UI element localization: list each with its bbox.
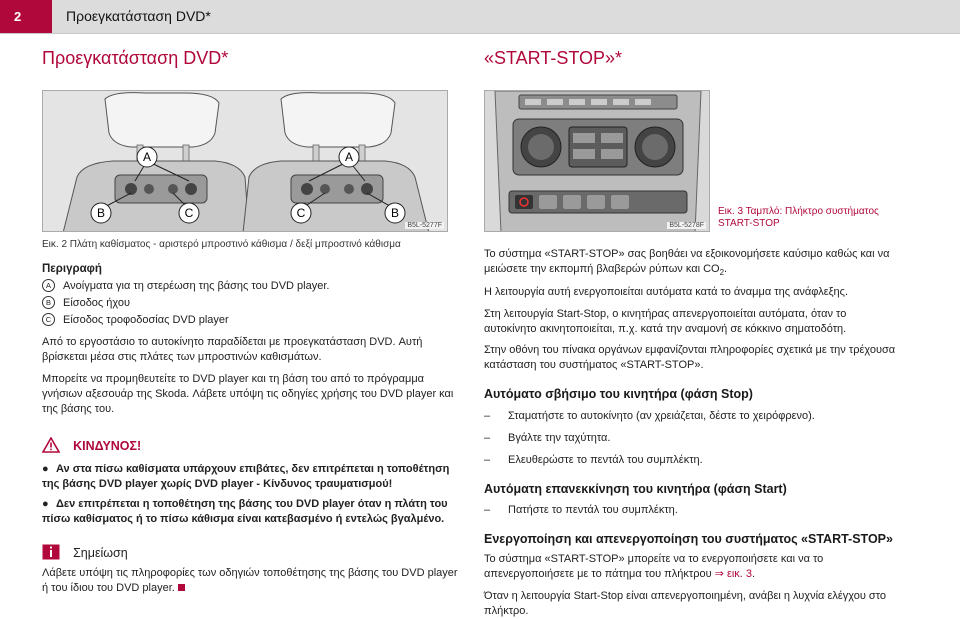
figure-caption: Εικ. 2 Πλάτη καθίσματος - αριστερό μπροστινό κάθισμα / δεξί μπροστινό κάθισμα [42,239,401,250]
toggle-instructions-line-2: απενεργοποιήσετε με το πάτημα του πλήκτρου [484,568,712,580]
note-header [42,544,128,562]
legend-item-c [42,313,229,328]
figure-label-a-right: A [344,150,354,164]
startstop-intro-period: . [724,263,728,275]
paragraph-accessories-line-3: της βάσης του. [42,403,115,415]
stop-step-3: – Ελευθερώστε το πεντάλ του συμπλέκτη. [484,454,703,466]
paragraph-accessories [42,372,462,417]
stop-step-2: – Βγάλτε την ταχύτητα. [484,432,611,444]
paragraph-preinstall-line-2: βρίσκεται μέσα στις πλάτες των μπροστινών καθισμάτων. [42,351,322,363]
end-of-section-marker [178,584,185,591]
paragraph-preinstall-line-1: Από το εργοστάσιο το αυτοκίνητο παραδίδεται με προεγκατάσταση DVD. Αυτή [42,336,423,348]
toggle-instructions-line-1: Το σύστημα «START-STOP» μπορείτε να το ενεργοποιήσετε και να το [484,553,824,565]
stop-step-1-text: Σταματήστε το αυτοκίνητο (αν χρειάζεται, δέστε το χειρόφρενο). [508,410,815,422]
stop-step-3-text: Ελευθερώστε το πεντάλ του συμπλέκτη. [508,454,703,466]
seat-backrest-illustration [43,91,448,232]
legend-text-a: Ανοίγματα για τη στερέωση της βάσης του DVD player. [63,280,330,292]
right-section-heading: «START-STOP»* [484,48,623,68]
startstop-description-line-2: αυτοκίνητο ακινητοποιείται, π.χ. κατά την αναμονή σε κόκκινο σηματοδότη. [484,323,847,335]
running-title: Προεγκατάσταση DVD* [66,8,211,24]
description-title: Περιγραφή [42,263,102,275]
toggle-indicator-line-2: πλήκτρο. [484,605,529,617]
legend-key-c: C [42,313,55,326]
left-section-heading: Προεγκατάσταση DVD* [42,48,229,68]
warning-item-2-line-2: πίσω καθίσματος ή το πίσω κάθισμα είναι κατεβασμένο ή εντελώς βγαλμένο. [42,513,445,525]
startstop-intro-line-1: Το σύστημα «START-STOP» σας βοηθάει να εξοικονομήσετε καύσιμο καθώς και να [484,248,890,260]
page-number: 2 [0,0,52,33]
startstop-description [484,307,944,337]
paragraph-accessories-line-1: Μπορείτε να προμηθευτείτε το DVD player και τη βάση του από το πρόγραμμα [42,373,425,385]
warning-item-2-line-1: Δεν επιτρέπεται η τοποθέτηση της βάσης του DVD player όταν η πλάτη του [56,498,448,510]
seat-backrest-figure [42,90,448,232]
dashboard-illustration [485,91,710,232]
co2-subscript: 2 [719,268,725,278]
startstop-intro [484,247,944,280]
stop-phase-title: Αυτόματο σβήσιμο του κινητήρα (φάση Stop) [484,387,753,401]
figure-label-b-right: B [390,206,400,220]
warning-triangle-icon [42,437,60,453]
figure-label-c-right: C [296,206,306,220]
dashboard-caption-line-2: START-STOP [718,218,780,229]
note-info-icon [42,544,60,560]
warning-item-2: ● Δεν επιτρέπεται η τοποθέτηση της βάσης του DVD player όταν η πλάτη του πίσω καθίσματος ή το πίσω κάθισμα είναι κατεβασμένο ή εντελώς βγαλμένο. [42,497,472,527]
legend-item-b [42,296,130,311]
toggle-indicator-line-1: Όταν η λειτουργία Start-Stop είναι απενεργοποιημένη, ανάβει η λυχνία ελέγχου στο [484,590,887,602]
note-title: Σημείωση [73,546,128,560]
figure-label-c-left: C [184,206,194,220]
paragraph-preinstall [42,335,462,365]
warning-header [42,437,141,455]
toggle-indicator-paragraph [484,589,954,619]
start-step-1-text: Πατήστε το πεντάλ του συμπλέκτη. [508,504,678,516]
figure-3-reference-link[interactable]: εικ. 3 [726,568,753,580]
startstop-description-line-1: Στη λειτουργία Start-Stop, ο κινητήρας απενεργοποιείται αυτόματα, όταν το [484,308,847,320]
dashboard-caption-line-1: Εικ. 3 Ταμπλό: Πλήκτρο συστήματος [718,206,879,217]
stop-step-1: – Σταματήστε το αυτοκίνητο (αν χρειάζεται, δέστε το χειρόφρενο). [484,410,815,422]
figure-label-b-left: B [96,206,106,220]
start-step-1: – Πατήστε το πεντάλ του συμπλέκτη. [484,504,678,516]
toggle-section-title: Ενεργοποίηση και απενεργοποίηση του συστήματος «START-STOP» [484,532,893,546]
dashboard-caption [718,206,879,230]
stop-step-2-text: Βγάλτε την ταχύτητα. [508,432,611,444]
legend-key-a: A [42,279,55,292]
legend-text-b: Είσοδος ήχου [63,297,131,309]
dashboard-figure [484,90,710,232]
warning-item-1-line-1: Αν στα πίσω καθίσματα υπάρχουν επιβάτες, δεν επιτρέπεται η τοποθέτηση [56,463,450,475]
legend-text-c: Είσοδος τροφοδοσίας DVD player [63,314,229,326]
dashboard-figure-code: B5L-5278F [669,222,704,229]
legend-key-b: B [42,296,55,309]
startstop-display-info [484,343,944,373]
warning-title: ΚΙΝΔΥΝΟΣ! [73,439,142,453]
warning-item-1-line-2: της βάσης DVD player χωρίς DVD player - Κίνδυνος τραυματισμού! [42,478,393,490]
warning-item-1: ● Αν στα πίσω καθίσματα υπάρχουν επιβάτες, δεν επιτρέπεται η τοποθέτηση της βάσης DVD player χωρίς DVD player - Κίνδυνος τραυματισμού! [42,462,472,492]
note-line-2: ή του ίδιου του DVD player. [42,582,175,594]
note-line-1: Λάβετε υπόψη τις πληροφορίες των οδηγιών τοποθέτησης της βάσης του DVD player [42,567,458,579]
start-phase-title: Αυτόματη επανεκκίνηση του κινητήρα (φάση Start) [484,482,787,496]
figure-code: B5L-5277F [407,222,442,229]
paragraph-accessories-line-2: γνήσιων αξεσουάρ της Skoda. Λάβετε υπόψη τις οδηγίες χρήσης του DVD player και [42,388,454,400]
startstop-auto-activation: Η λειτουργία αυτή ενεργοποιείται αυτόματα κατά το άναμμα της ανάφλεξης. [484,286,849,298]
figure-label-a-left: A [142,150,152,164]
startstop-intro-line-2: μειώσετε την εκπομπή βλαβερών ρύπων και CO [484,263,720,275]
note-text [42,566,472,596]
startstop-display-line-2: κατάσταση του συστήματος «START-STOP». [484,359,704,371]
toggle-instructions: Το σύστημα «START-STOP» μπορείτε να το ενεργοποιήσετε και να το απενεργοποιήσετε με το πάτημα του πλήκτρου ⇒ εικ. 3. [484,552,944,582]
legend-item-a [42,279,329,294]
cross-reference-arrow-icon: ⇒ [714,568,724,580]
startstop-display-line-1: Στην οθόνη του πίνακα οργάνων εμφανίζονται πληροφορίες σχετικά με την τρέχουσα [484,344,896,356]
